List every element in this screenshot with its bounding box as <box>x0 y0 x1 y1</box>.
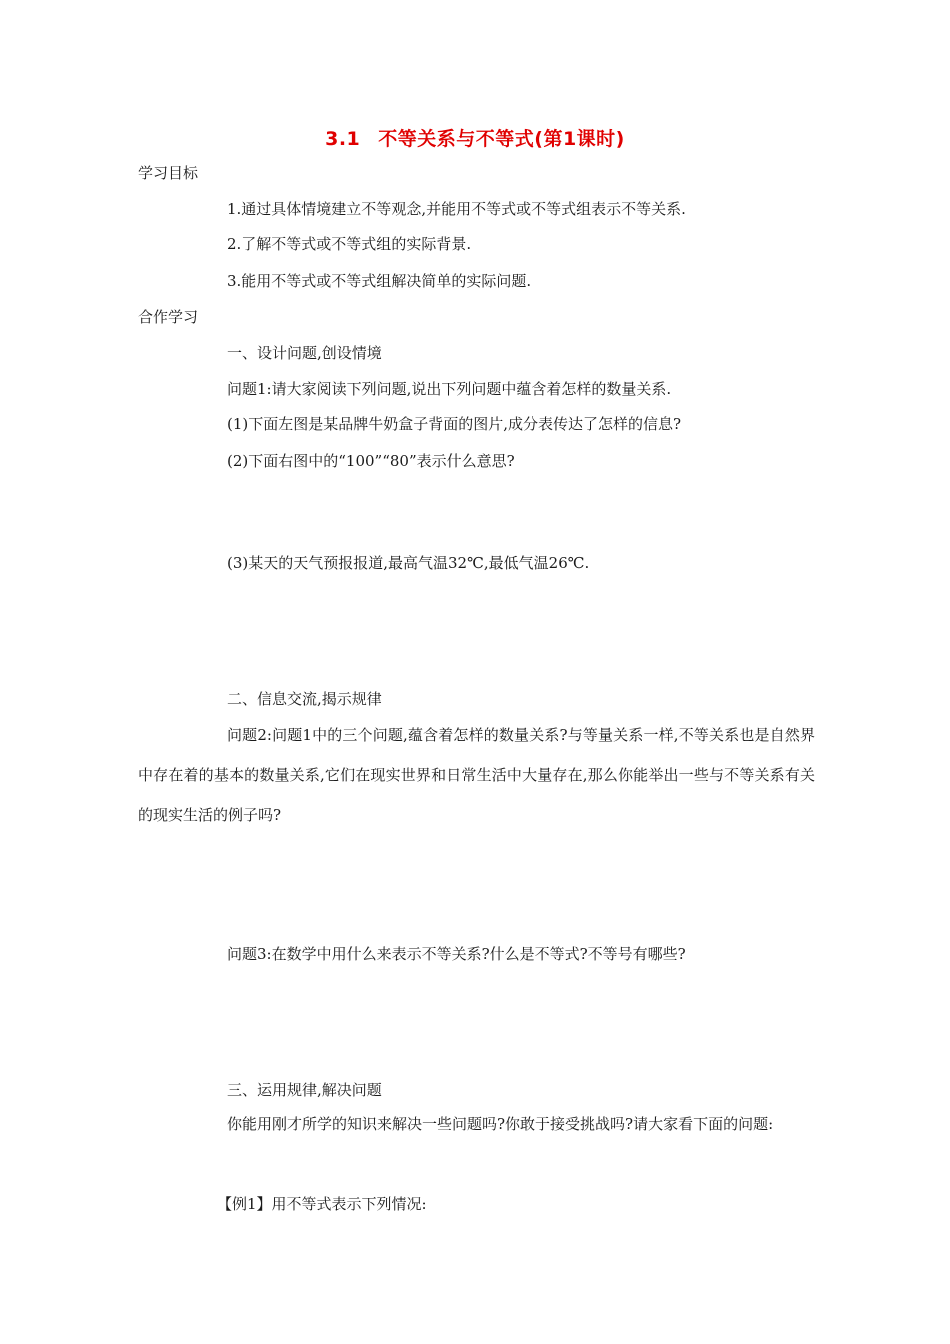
part3-intro: 你能用刚才所学的知识来解决一些问题吗?你敢于接受挑战吗?请大家看下面的问题: <box>227 1115 774 1133</box>
question-1-item-3: (3)某天的天气预报报道,最高气温32℃,最低气温26℃. <box>227 554 590 572</box>
part2-heading: 二、信息交流,揭示规律 <box>227 690 382 708</box>
title-text: 不等关系与不等式(第1课时) <box>378 128 625 150</box>
example-1: 【例1】用不等式表示下列情况: <box>217 1195 427 1213</box>
question-1-item-1: (1)下面左图是某品牌牛奶盒子背面的图片,成分表传达了怎样的信息? <box>227 415 682 433</box>
title-number: 3.1 <box>325 128 361 150</box>
goals-heading: 学习目标 <box>138 164 199 182</box>
question-1-item-2: (2)下面右图中的“100”“80”表示什么意思? <box>227 452 515 470</box>
goal-item-3: 3.能用不等式或不等式组解决简单的实际问题. <box>227 272 532 290</box>
page-title <box>0 124 950 151</box>
question-3: 问题3:在数学中用什么来表示不等关系?什么是不等式?不等号有哪些? <box>227 945 686 963</box>
question-1: 问题1:请大家阅读下列问题,说出下列问题中蕴含着怎样的数量关系. <box>227 380 672 398</box>
part1-heading: 一、设计问题,创设情境 <box>227 344 382 362</box>
part3-heading: 三、运用规律,解决问题 <box>227 1081 382 1099</box>
question-2: 问题2:问题1中的三个问题,蕴含着怎样的数量关系?与等量关系一样,不等关系也是自然界中存在着的基本的数量关系,它们在现实世界和日常生活中大量存在,那么你能举出一些与不等关系有关的现实生活的例子吗? <box>138 726 815 824</box>
goal-item-2: 2.了解不等式或不等式组的实际背景. <box>227 235 472 253</box>
goal-item-1: 1.通过具体情境建立不等观念,并能用不等式或不等式组表示不等关系. <box>227 200 686 218</box>
coop-heading: 合作学习 <box>138 308 199 326</box>
